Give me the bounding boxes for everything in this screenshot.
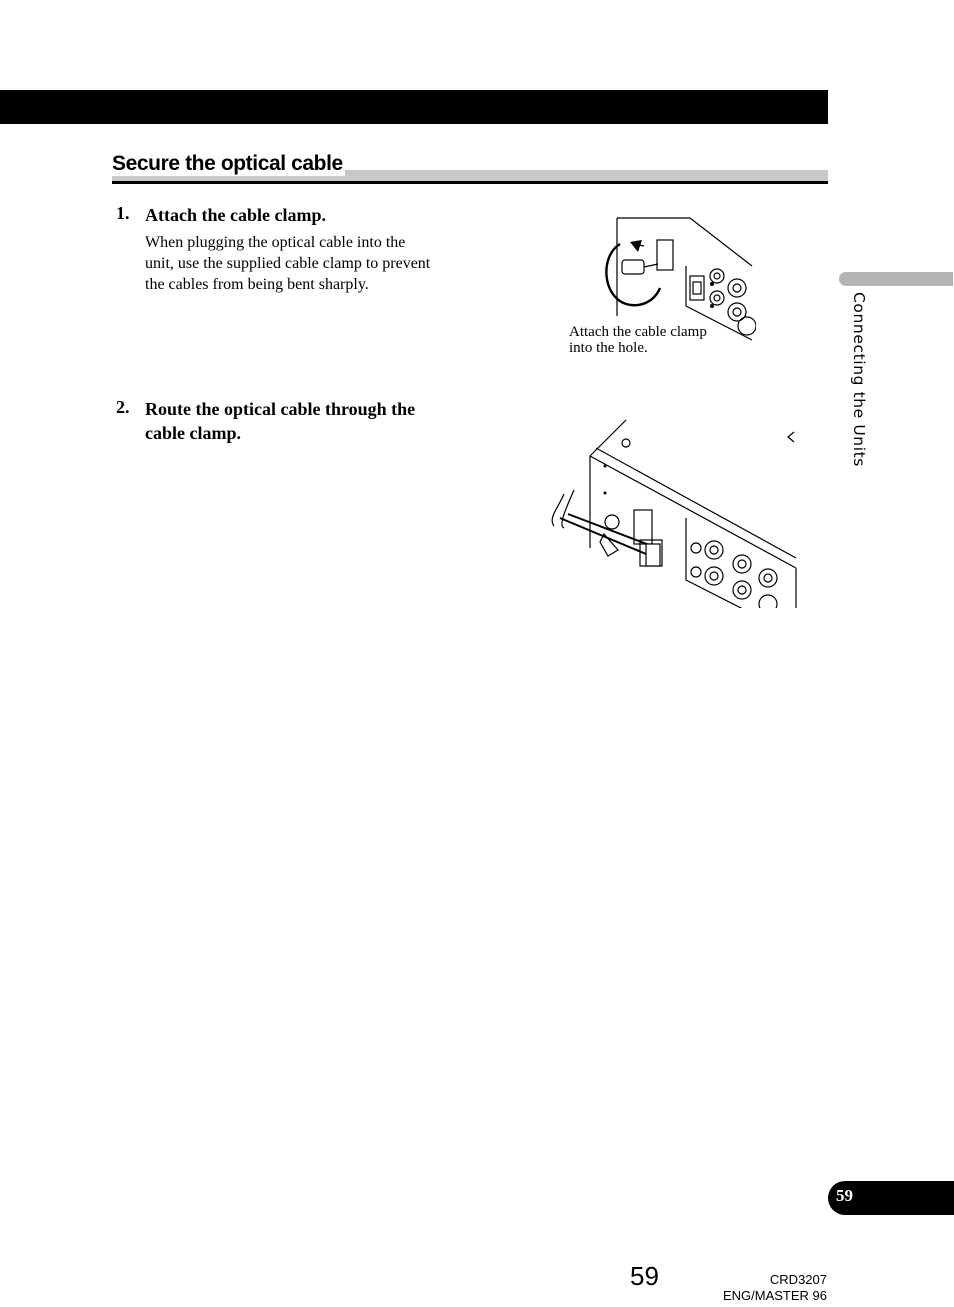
side-tab-label: Connecting the Units <box>850 292 868 467</box>
step-title: Attach the cable clamp. <box>145 205 326 225</box>
footer-code-line: CRD3207 <box>769 1272 827 1287</box>
section-header-rule <box>112 181 828 184</box>
caption-line: into the hole. <box>569 340 648 356</box>
step-title: Route the optical cable through the cable clamp. <box>145 399 416 443</box>
side-tab-bar <box>839 272 953 286</box>
step-body: When plugging the optical cable into the unit, use the supplied cable clamp to prevent the cables from being bent sharply. <box>145 234 431 293</box>
page-number-tab: 59 <box>828 1181 954 1215</box>
caption-line: Attach the cable clamp <box>569 324 707 340</box>
figure-caption <box>569 324 749 356</box>
footer-document-code <box>723 1272 827 1304</box>
step-1 <box>116 203 436 323</box>
section-title: Secure the optical cable <box>112 152 343 175</box>
footer-code-line: ENG/MASTER 96 <box>722 1288 827 1303</box>
section-header <box>112 150 828 188</box>
top-header-bar <box>0 90 828 124</box>
step-number: 1. <box>116 203 130 223</box>
footer-page-number: 59 <box>630 1261 659 1291</box>
step-number: 2. <box>116 397 130 417</box>
cable-routing-illustration <box>546 418 800 608</box>
step-2 <box>116 397 436 457</box>
